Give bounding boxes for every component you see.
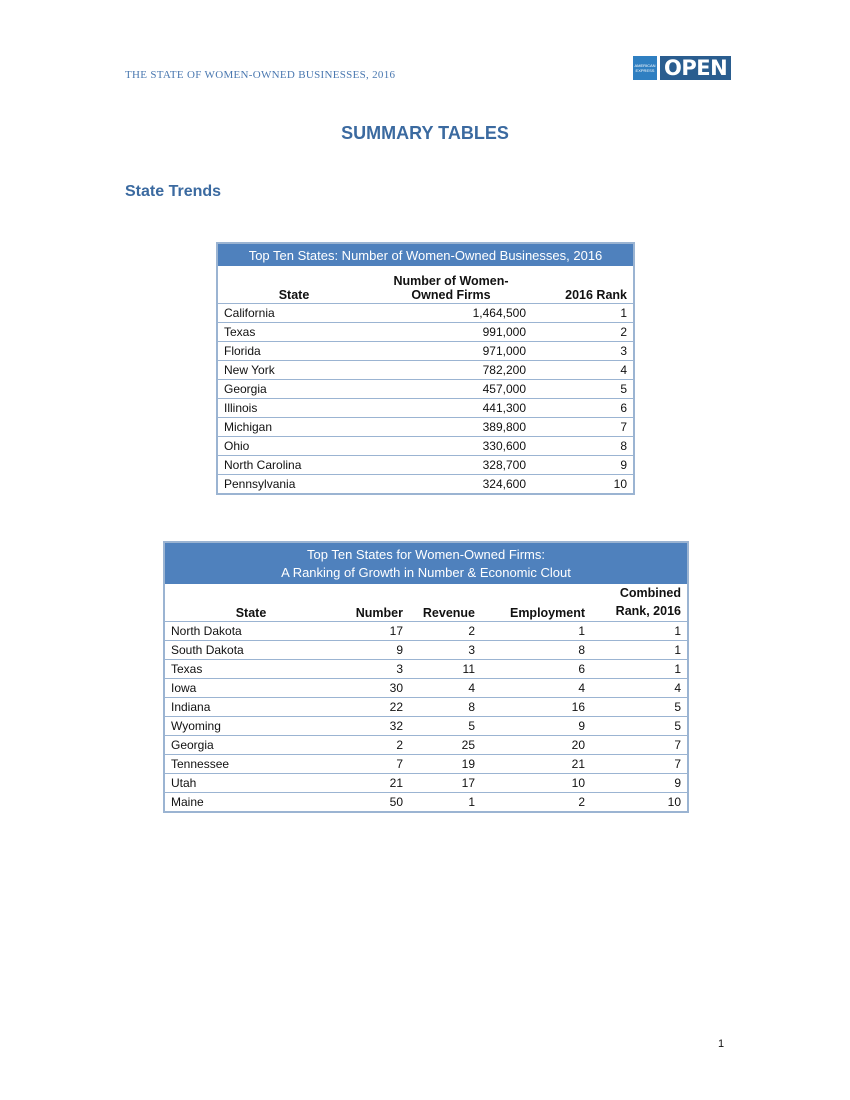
table-row (164, 641, 688, 660)
table-cell: 330,600 (370, 437, 532, 456)
column-header-number: Number (337, 584, 409, 622)
table-cell: 1,464,500 (370, 304, 532, 323)
table-cell: Indiana (164, 698, 337, 717)
table-row (164, 622, 688, 641)
table-cell: 5 (532, 380, 634, 399)
table-cell: 324,600 (482, 476, 526, 491)
table-row (164, 793, 688, 813)
table-cell: 7 (591, 755, 688, 774)
table-cell: 20 (481, 736, 591, 755)
table-cell: 7 (337, 755, 409, 774)
table-cell: Georgia (164, 736, 337, 755)
table-cell: North Carolina (217, 456, 370, 475)
table-cell: 21 (481, 755, 591, 774)
table-cell: 991,000 (370, 323, 532, 342)
table-cell: Georgia (217, 380, 370, 399)
table-cell: 4 (409, 679, 481, 698)
table-cell: Maine (171, 794, 204, 809)
table-cell: 389,800 (370, 418, 532, 437)
table-cell: Texas (164, 660, 337, 679)
table-row (164, 755, 688, 774)
table-row (217, 323, 634, 342)
table-cell: 457,000 (370, 380, 532, 399)
table-cell: 441,300 (370, 399, 532, 418)
table-cell: 2 (578, 794, 585, 809)
page-title: SUMMARY TABLES (341, 123, 509, 143)
amex-badge: AMERICAN EXPRESS (633, 56, 657, 80)
table-cell: 2 (337, 736, 409, 755)
table-cell: 10 (613, 476, 627, 491)
table-row (164, 717, 688, 736)
table-cell: 17 (337, 622, 409, 641)
table-cell: 21 (337, 774, 409, 793)
table-cell: 3 (532, 342, 634, 361)
column-header-state: State (164, 584, 337, 622)
table-cell: Illinois (217, 399, 370, 418)
column-header-state: State (217, 266, 370, 304)
table-cell: Iowa (164, 679, 337, 698)
open-wordmark: OPEN (660, 56, 731, 80)
table-cell: 10 (481, 774, 591, 793)
table-row (164, 679, 688, 698)
table-cell: 1 (591, 660, 688, 679)
table-cell: 8 (409, 698, 481, 717)
table-cell: 25 (409, 736, 481, 755)
table-cell: 1 (481, 622, 591, 641)
table-cell: 32 (337, 717, 409, 736)
table-cell: 1 (591, 641, 688, 660)
table-row (217, 342, 634, 361)
column-header-rank: 2016 Rank (532, 266, 634, 304)
table-row (217, 418, 634, 437)
table-cell: Pennsylvania (224, 476, 296, 491)
table-cell: Michigan (217, 418, 370, 437)
table-row (164, 698, 688, 717)
table-cell: 9 (337, 641, 409, 660)
table-cell: 5 (409, 717, 481, 736)
column-header-revenue: Revenue (409, 584, 481, 622)
table-cell: Tennessee (164, 755, 337, 774)
table-row (217, 304, 634, 323)
table-cell: 5 (591, 698, 688, 717)
table-row (164, 774, 688, 793)
running-header: THE STATE OF WOMEN-OWNED BUSINESSES, 2016 (125, 69, 396, 81)
table-cell: New York (217, 361, 370, 380)
table-row (217, 475, 634, 495)
table-row (217, 380, 634, 399)
growth-ranking-table (163, 541, 689, 813)
table-cell: 10 (667, 794, 681, 809)
table-cell: 4 (591, 679, 688, 698)
table-title: Top Ten States: Number of Women-Owned Businesses, 2016 (217, 243, 634, 266)
table-body (164, 622, 688, 813)
table-body (217, 304, 634, 495)
table-row (217, 361, 634, 380)
table-cell: 22 (337, 698, 409, 717)
page-number: 1 (718, 1038, 725, 1050)
table-cell: 2 (532, 323, 634, 342)
table-row (164, 736, 688, 755)
table-cell: 19 (409, 755, 481, 774)
table-cell: Wyoming (164, 717, 337, 736)
table-cell: 1 (591, 622, 688, 641)
table-cell: 782,200 (370, 361, 532, 380)
table-cell: 971,000 (370, 342, 532, 361)
table-cell: 5 (591, 717, 688, 736)
table-cell: 16 (481, 698, 591, 717)
table-cell: 6 (481, 660, 591, 679)
table-cell: 9 (481, 717, 591, 736)
table-cell: Utah (164, 774, 337, 793)
table-cell: 4 (532, 361, 634, 380)
table-row (217, 437, 634, 456)
table-cell: 1 (468, 794, 475, 809)
table-cell: 50 (389, 794, 403, 809)
table-cell: 7 (591, 736, 688, 755)
table-cell: 328,700 (370, 456, 532, 475)
table-cell: 1 (532, 304, 634, 323)
section-heading: State Trends (125, 183, 222, 200)
table-cell: 30 (337, 679, 409, 698)
table-cell: 11 (409, 660, 481, 679)
table-title (164, 542, 688, 584)
table-cell: California (217, 304, 370, 323)
table-cell: 3 (409, 641, 481, 660)
table-cell: South Dakota (164, 641, 337, 660)
table-cell: Texas (217, 323, 370, 342)
table-cell: 8 (481, 641, 591, 660)
table-cell: 17 (409, 774, 481, 793)
table-cell: 9 (532, 456, 634, 475)
table-cell: 7 (532, 418, 634, 437)
top-ten-states-table (216, 242, 635, 495)
column-header-firms: Number of Women-Owned Firms (370, 266, 532, 304)
table-cell: 9 (591, 774, 688, 793)
table-cell: Ohio (217, 437, 370, 456)
table-title-line-2: A Ranking of Growth in Number & Economic Clout (281, 565, 571, 580)
table-cell: 6 (532, 399, 634, 418)
table-row (217, 456, 634, 475)
table-cell: 8 (532, 437, 634, 456)
table-cell: 3 (337, 660, 409, 679)
table-cell: 4 (481, 679, 591, 698)
table-cell: Florida (217, 342, 370, 361)
table-cell: 2 (409, 622, 481, 641)
table-row (217, 399, 634, 418)
column-header-employment: Employment (481, 584, 591, 622)
table-title-line-1: Top Ten States for Women-Owned Firms: (307, 547, 545, 562)
table-cell: North Dakota (164, 622, 337, 641)
amex-open-logo (633, 56, 731, 80)
table-row (164, 660, 688, 679)
column-header-combined-rank: Combined Rank, 2016 (591, 584, 688, 622)
